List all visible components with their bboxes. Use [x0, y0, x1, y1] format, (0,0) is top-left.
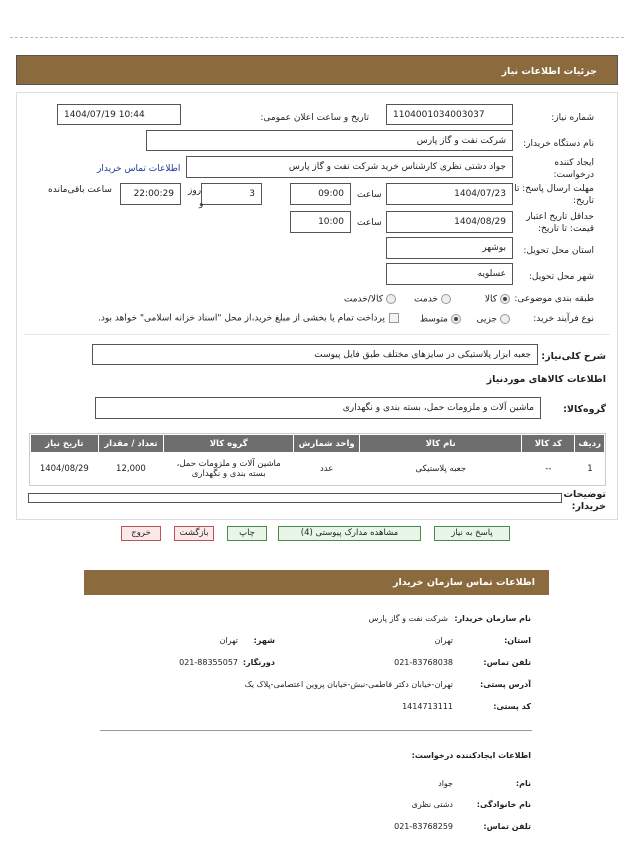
radio-icon	[500, 294, 510, 304]
col-code: کد کالا	[522, 435, 575, 453]
top-divider	[10, 37, 624, 38]
requester-last-name-value: دشتی نظری	[411, 800, 453, 809]
cell-date: 1404/08/29	[31, 453, 99, 486]
city-field: عسلویه	[386, 263, 513, 285]
contact-fax-value: 021-88355057	[179, 658, 238, 667]
contact-city-label: شهر:	[253, 636, 275, 645]
goods-section-title: اطلاعات کالاهای موردنیاز	[486, 374, 606, 385]
radio-icon	[441, 294, 451, 304]
contact-phone-label: تلفن تماس:	[483, 658, 531, 667]
goods-group-label: گروه‌کالا:	[563, 404, 606, 415]
price-validity-time-label: ساعت	[357, 218, 382, 228]
price-validity-time-field: 10:00	[290, 211, 351, 233]
buyer-notes-label-1: توضیحات	[563, 489, 606, 500]
buyer-org-label: نام دستگاه خریدار:	[523, 139, 594, 149]
requester-phone-value: 021-83768259	[394, 822, 453, 831]
reply-time-field: 09:00	[290, 183, 351, 205]
radio-icon	[500, 314, 510, 324]
category-option-goods[interactable]: کالا	[485, 294, 510, 305]
radio-icon	[451, 314, 461, 324]
contact-org-value: شرکت نفت و گاز پارس	[368, 614, 448, 623]
remaining-label: ساعت باقی‌مانده	[48, 185, 112, 195]
days-suffix: و	[199, 199, 204, 209]
goods-group-field: ماشین آلات و ملزومات حمل، بسته بندی و نگهداری	[95, 397, 541, 419]
contact-divider	[100, 730, 532, 731]
need-number-label: شماره نیاز:	[551, 113, 594, 123]
category-option-both[interactable]: کالا/خدمت	[344, 294, 396, 305]
exit-button[interactable]: خروج	[121, 526, 161, 541]
cell-unit: عدد	[294, 453, 360, 486]
requester-field: جواد دشتی نظری کارشناس خرید شرکت نفت و گاز پارس	[186, 156, 513, 178]
price-validity-label-1: حداقل تاریخ اعتبار	[526, 212, 594, 222]
remaining-time-field: 22:00:29	[120, 183, 181, 205]
purchase-type-label: نوع فرآیند خرید:	[533, 314, 594, 324]
print-button[interactable]: چاپ	[227, 526, 267, 541]
requester-label-2: درخواست:	[553, 170, 594, 180]
requester-last-name-label: نام خانوادگی:	[476, 800, 531, 809]
purchase-type-medium[interactable]: متوسط	[420, 314, 461, 325]
requester-info-title: اطلاعات ایجادکننده درخواست:	[411, 751, 531, 760]
details-header-title: جزئیات اطلاعات نیاز	[501, 66, 597, 77]
col-date: تاریخ نیاز	[31, 435, 99, 453]
reply-deadline-label-2: تاریخ:	[573, 196, 594, 206]
purchase-type-minor[interactable]: جزیی	[476, 314, 510, 325]
summary-label: شرح کلی‌نیاز:	[541, 351, 606, 362]
requester-phone-label: تلفن تماس:	[483, 822, 531, 831]
attachments-button[interactable]: مشاهده مدارک پیوستی (4)	[278, 526, 421, 541]
items-table	[30, 434, 605, 485]
divider	[24, 334, 610, 335]
contact-postal-label: کد پستی:	[493, 702, 531, 711]
back-button[interactable]: بازگشت	[174, 526, 214, 541]
table-row	[31, 453, 605, 486]
col-group: گروه کالا	[164, 435, 294, 453]
contact-province-value: تهران	[434, 636, 453, 645]
cell-group: ماشین آلات و ملزومات حمل، بسته بندی و نگهداری	[164, 453, 294, 486]
col-index: ردیف	[575, 435, 605, 453]
cell-code: --	[522, 453, 575, 486]
cell-name: جعبه پلاستیکی	[360, 453, 522, 486]
province-label: استان محل تحویل:	[523, 246, 594, 256]
announce-field: 1404/07/19 10:44	[57, 104, 181, 125]
cell-qty: 12,000	[98, 453, 164, 486]
need-number-field: 1104001034003037	[386, 104, 513, 125]
summary-field: جعبه ابزار پلاستیکی در سایزهای مختلف طبق فایل پیوست	[92, 344, 538, 365]
buyer-notes-field	[28, 493, 562, 503]
category-label: طبقه بندی موضوعی:	[514, 294, 594, 304]
province-field: بوشهر	[386, 237, 513, 259]
cell-index: 1	[575, 453, 605, 486]
treasury-note[interactable]: پرداخت تمام یا بخشی از مبلغ خرید،از محل "اسناد خزانه اسلامی" خواهد بود.	[98, 313, 399, 324]
col-qty: تعداد / مقدار	[98, 435, 164, 453]
contact-header	[84, 570, 549, 595]
category-option-service[interactable]: خدمت	[414, 294, 451, 305]
reply-days-field: 3	[201, 183, 262, 205]
contact-address-value: تهران-خیابان دکتر فاطمی-نبش-خیابان پروین اعتصامی-پلاک یک	[244, 680, 453, 689]
contact-header-title: اطلاعات تماس سازمان خریدار	[392, 577, 535, 588]
col-name: نام کالا	[360, 435, 522, 453]
col-unit: واحد شمارش	[294, 435, 360, 453]
buyer-org-field: شرکت نفت و گاز پارس	[146, 130, 513, 151]
contact-city-value: تهران	[219, 636, 238, 645]
requester-first-name-label: نام:	[515, 779, 531, 788]
details-header	[16, 55, 618, 85]
requester-label-1: ایجاد کننده	[554, 158, 594, 168]
reply-date-field: 1404/07/23	[386, 183, 513, 205]
price-validity-label-2: قیمت: تا تاریخ:	[538, 224, 594, 234]
checkbox-icon	[389, 313, 399, 323]
reply-button[interactable]: پاسخ به نیاز	[434, 526, 510, 541]
contact-fax-label: دورنگار:	[242, 658, 275, 667]
requester-first-name-value: جواد	[438, 779, 453, 788]
reply-deadline-label-1: مهلت ارسال پاسخ: تا	[514, 184, 594, 194]
items-table-frame	[29, 433, 606, 486]
price-validity-date-field: 1404/08/29	[386, 211, 513, 233]
reply-time-label: ساعت	[357, 190, 382, 200]
city-label: شهر محل تحویل:	[528, 272, 594, 282]
contact-province-label: استان:	[504, 636, 531, 645]
buyer-contact-link[interactable]: اطلاعات تماس خریدار	[97, 164, 181, 174]
contact-postal-value: 1414713111	[402, 702, 453, 711]
radio-icon	[386, 294, 396, 304]
contact-org-label: نام سازمان خریدار:	[454, 614, 531, 623]
buyer-notes-label-2: خریدار:	[571, 501, 606, 512]
announce-label: تاریخ و ساعت اعلان عمومی:	[260, 113, 369, 123]
contact-phone-value: 021-83768038	[394, 658, 453, 667]
contact-address-label: آدرس پستی:	[480, 680, 531, 689]
days-label: روز	[188, 186, 202, 196]
